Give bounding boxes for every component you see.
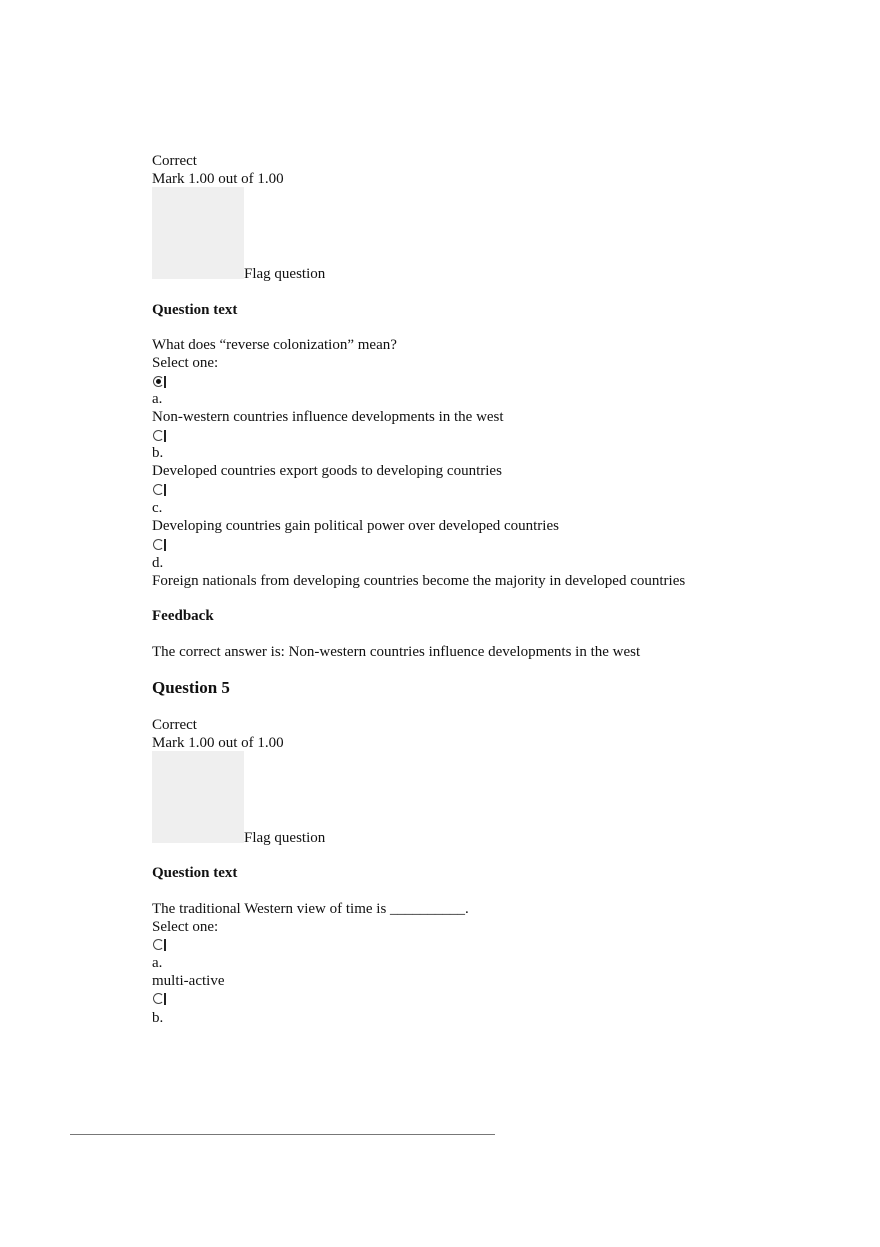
- q5-flag-image: [152, 751, 244, 843]
- q4-status: Correct: [152, 153, 197, 169]
- q5-question: The traditional Western view of time is __________.: [152, 901, 469, 917]
- q4-option-c-letter: c.: [152, 500, 163, 516]
- q4-feedback-heading: Feedback: [152, 608, 214, 624]
- q5-flag-question[interactable]: Flag question: [244, 830, 326, 846]
- q4-radio-c[interactable]: [153, 484, 164, 495]
- q5-radio-b[interactable]: [153, 993, 164, 1004]
- q5-option-a-letter: a.: [152, 955, 163, 971]
- q4-flag-image: [152, 187, 244, 279]
- q5-status: Correct: [152, 717, 197, 733]
- q5-title: Question 5: [152, 678, 230, 697]
- q5-option-b-letter: b.: [152, 1010, 164, 1026]
- q4-option-b-text: Developed countries export goods to developing countries: [152, 463, 502, 479]
- q4-question: What does “reverse colonization” mean?: [152, 337, 397, 353]
- q5-question-text-heading: Question text: [152, 865, 238, 881]
- q4-mark: Mark 1.00 out of 1.00: [152, 171, 284, 187]
- q4-question-text-heading: Question text: [152, 302, 238, 318]
- q4-option-a-text: Non-western countries influence developments in the west: [152, 409, 504, 425]
- q5-option-a-text: multi-active: [152, 973, 225, 989]
- q4-radio-b[interactable]: [153, 430, 164, 441]
- q4-option-a-letter: a.: [152, 391, 163, 407]
- q4-option-d-text: Foreign nationals from developing countries become the majority in developed countries: [152, 573, 686, 589]
- q5-mark: Mark 1.00 out of 1.00: [152, 735, 284, 751]
- q4-radio-d[interactable]: [153, 539, 164, 550]
- q4-option-d-letter: d.: [152, 555, 164, 571]
- q4-flag-question[interactable]: Flag question: [244, 266, 326, 282]
- footer-rule: [70, 1134, 495, 1135]
- q4-radio-a[interactable]: [153, 376, 164, 387]
- q5-radio-a[interactable]: [153, 939, 164, 950]
- q4-option-c-text: Developing countries gain political power over developed countries: [152, 518, 559, 534]
- q4-select-one: Select one:: [152, 355, 219, 371]
- q5-select-one: Select one:: [152, 919, 219, 935]
- q4-option-b-letter: b.: [152, 445, 164, 461]
- q4-feedback: The correct answer is: Non-western countries influence developments in the west: [152, 644, 641, 660]
